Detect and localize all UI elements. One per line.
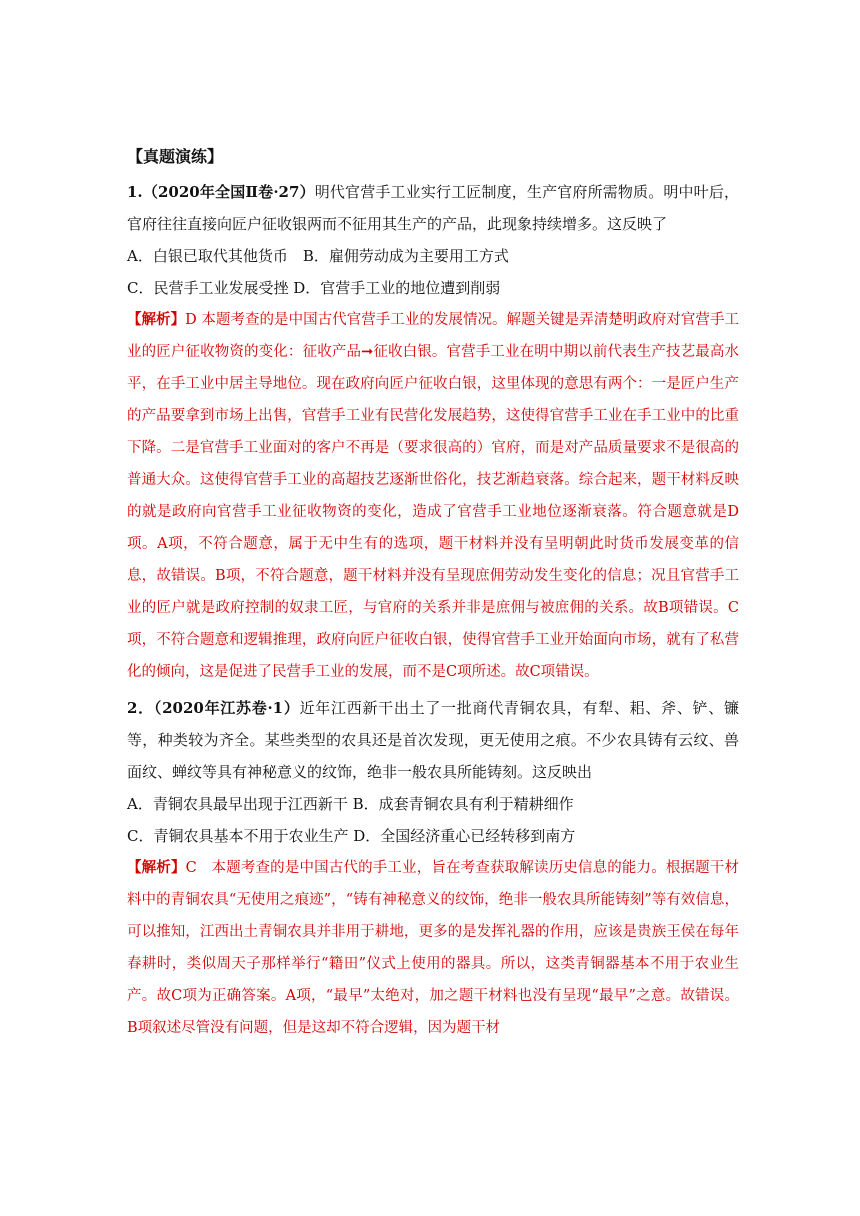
question-number: 1. bbox=[127, 183, 143, 201]
document-content bbox=[127, 144, 739, 1044]
option-line: A．青铜农具最早出现于江西新干 B．成套青铜农具有利于精耕细作 bbox=[127, 795, 574, 813]
analysis-text: D 本题考查的是中国古代官营手工业的发展情况。解题关键是弄清楚明政府对官营手工业的匠户征收物资的变化：征收产品➞征收白银。官营手工业在明中期以前代表生产技艺最高水平，在手工业中居主导地位。现在政府向匠户征收白银，这里体现的意思有两个：一是匠户生产的产品要拿到市场上出售，官营手工业有民营化发展趋势，这使得官营手工业在手工业中的比重下降。二是官营手工业面对的客户不再是（要求很高的）官府，而是对产品质量要求不是很高的普通大众。这使得官营手工业的高超技艺逐渐世俗化，技艺渐趋衰落。综合起来，题干材料反映的就是政府向官营手工业征收物资的变化，造成了官营手工业地位逐渐衰落。符合题意就是D项。A项，不符合题意，属于无中生有的选项，题干材料并没有呈明朝此时货币发展变革的信息，故错误。B项，不符合题意，题干材料并没有呈现庶佣劳动发生变化的信息；况且官营手工业的匠户就是政府控制的奴隶工匠，与官府的关系并非是庶佣与被庶佣的关系。故B项错误。C项，不符合题意和逻辑推理，政府向匠户征收白银，使得官营手工业开始面向市场，就有了私营化的倾向，这是促进了民营手工业的发展，而不是C项所述。故C项错误。 bbox=[127, 312, 739, 680]
analysis-text: C 本题考查的是中国古代的手工业，旨在考查获取解读历史信息的能力。根据题干材料中的青铜农具“无使用之痕迹”，“铸有神秘意义的纹饰，绝非一般农具所能铸刻”等有效信息，可以推知，江西出土青铜农具并非用于耕地，更多的是发挥礼器的作用，应该是贵族王侯在每年春耕时，类似周天子那样举行“籍田”仪式上使用的器具。所以，这类青铜器基本不用于农业生产。故C项为正确答案。A项，“最早”太绝对，加之题干材料也没有呈现“最早”之意。故错误。B项叙述尽管没有问题，但是这却不符合逻辑，因为题干材 bbox=[127, 860, 739, 1036]
question-1 bbox=[127, 176, 739, 688]
analysis bbox=[127, 304, 739, 688]
option-line: C．青铜农具基本不用于农业生产 D．全国经济重心已经转移到南方 bbox=[127, 827, 576, 845]
question-text: 近年江西新干出土了一批商代青铜农具，有犁、耜、斧、铲、镰等，种类较为齐全。某些类型的农具还是首次发现，更无使用之痕。不少农具铸有云纹、兽面纹、蝉纹等具有神秘意义的纹饰，绝非一般农具所能铸刻。这反映出 bbox=[127, 699, 739, 781]
question-source: （2020年江苏卷·1） bbox=[153, 699, 300, 717]
analysis-label: 【解析】 bbox=[127, 311, 186, 328]
question-source: （2020年全国Ⅱ卷·27） bbox=[142, 183, 315, 201]
question-stem bbox=[127, 692, 739, 788]
question-stem bbox=[127, 176, 739, 240]
option-line: C．民营手工业发展受挫 D．官营手工业的地位遭到削弱 bbox=[127, 279, 501, 297]
analysis-label: 【解析】 bbox=[127, 859, 186, 876]
analysis bbox=[127, 852, 739, 1044]
question-2 bbox=[127, 692, 739, 1044]
question-number: 2． bbox=[127, 699, 154, 717]
option-line: A．白银已取代其他货币 B．雇佣劳动成为主要用工方式 bbox=[127, 247, 509, 265]
question-text: 明代官营手工业实行工匠制度，生产官府所需物质。明中叶后，官府往往直接向匠户征收银两而不征用其生产的产品，此现象持续增多。这反映了 bbox=[127, 183, 739, 233]
section-title: 【真题演练】 bbox=[127, 147, 224, 166]
